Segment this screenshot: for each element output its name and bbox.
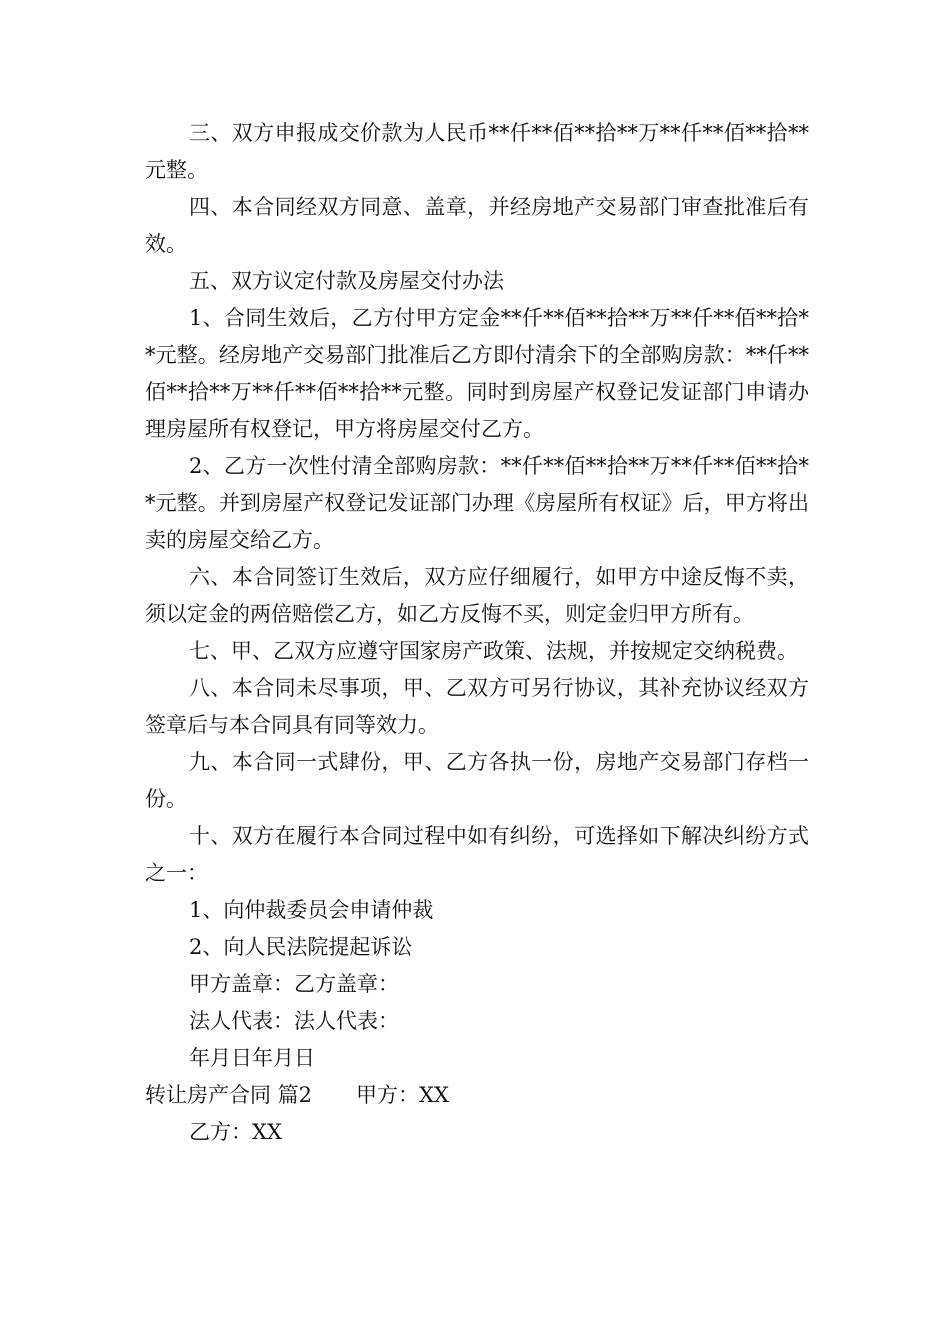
clause-4-validity: 四、本合同经双方同意、盖章，并经房地产交易部门审查批准后有效。 [145,195,809,256]
clause-3-price: 三、双方申报成交价款为人民币**仟**佰**拾**万**仟**佰**拾**元整。 [145,121,809,182]
clause-9-copies: 九、本合同一式肆份，甲、乙方各执一份，房地产交易部门存档一份。 [145,750,809,811]
section-title-line [145,1077,809,1114]
clause-5-item-1: 1、合同生效后，乙方付甲方定金**仟**佰**拾**万**仟**佰**拾**元整。经房地产交易部门批准后乙方即付清余下的全部购房款：**仟**佰**拾**万**仟**佰**拾**元整。同时到房屋产权登记发证部门申请办理房屋所有权登记，甲方将房屋交付乙方。 [145,306,809,441]
clause-7-taxes: 七、甲、乙双方应遵守国家房产政策、法规，并按规定交纳税费。 [189,639,798,663]
clause-6-breach: 六、本合同签订生效后，双方应仔细履行，如甲方中途反悔不卖，须以定金的两倍赔偿乙方，如乙方反悔不买，则定金归甲方所有。 [145,565,809,626]
contract-body [145,115,809,1151]
clause-10-disputes: 十、双方在履行本合同过程中如有纠纷，可选择如下解决纠纷方式之一： [145,824,809,885]
party-a: 甲方：XX [356,1083,449,1107]
clause-5-item-2: 2、乙方一次性付清全部购房款：**仟**佰**拾**万**仟**佰**拾**元整。并到房屋产权登记发证部门办理《房屋所有权证》后，甲方将出卖的房屋交给乙方。 [145,454,809,552]
legal-rep-line: 法人代表：法人代表： [189,1009,399,1033]
clause-8-supplement: 八、本合同未尽事项，甲、乙双方可另行协议，其补充协议经双方签章后与本合同具有同等效力。 [145,676,809,737]
date-line: 年月日年月日 [189,1046,315,1070]
dispute-option-2: 2、向人民法院提起诉讼 [189,935,413,959]
seal-line: 甲方盖章：乙方盖章： [189,972,399,996]
party-b: 乙方：XX [189,1120,282,1144]
clause-5-heading: 五、双方议定付款及房屋交付办法 [189,269,504,293]
section-title: 转让房产合同 篇2 [145,1083,313,1107]
dispute-option-1: 1、向仲裁委员会申请仲裁 [189,898,434,922]
